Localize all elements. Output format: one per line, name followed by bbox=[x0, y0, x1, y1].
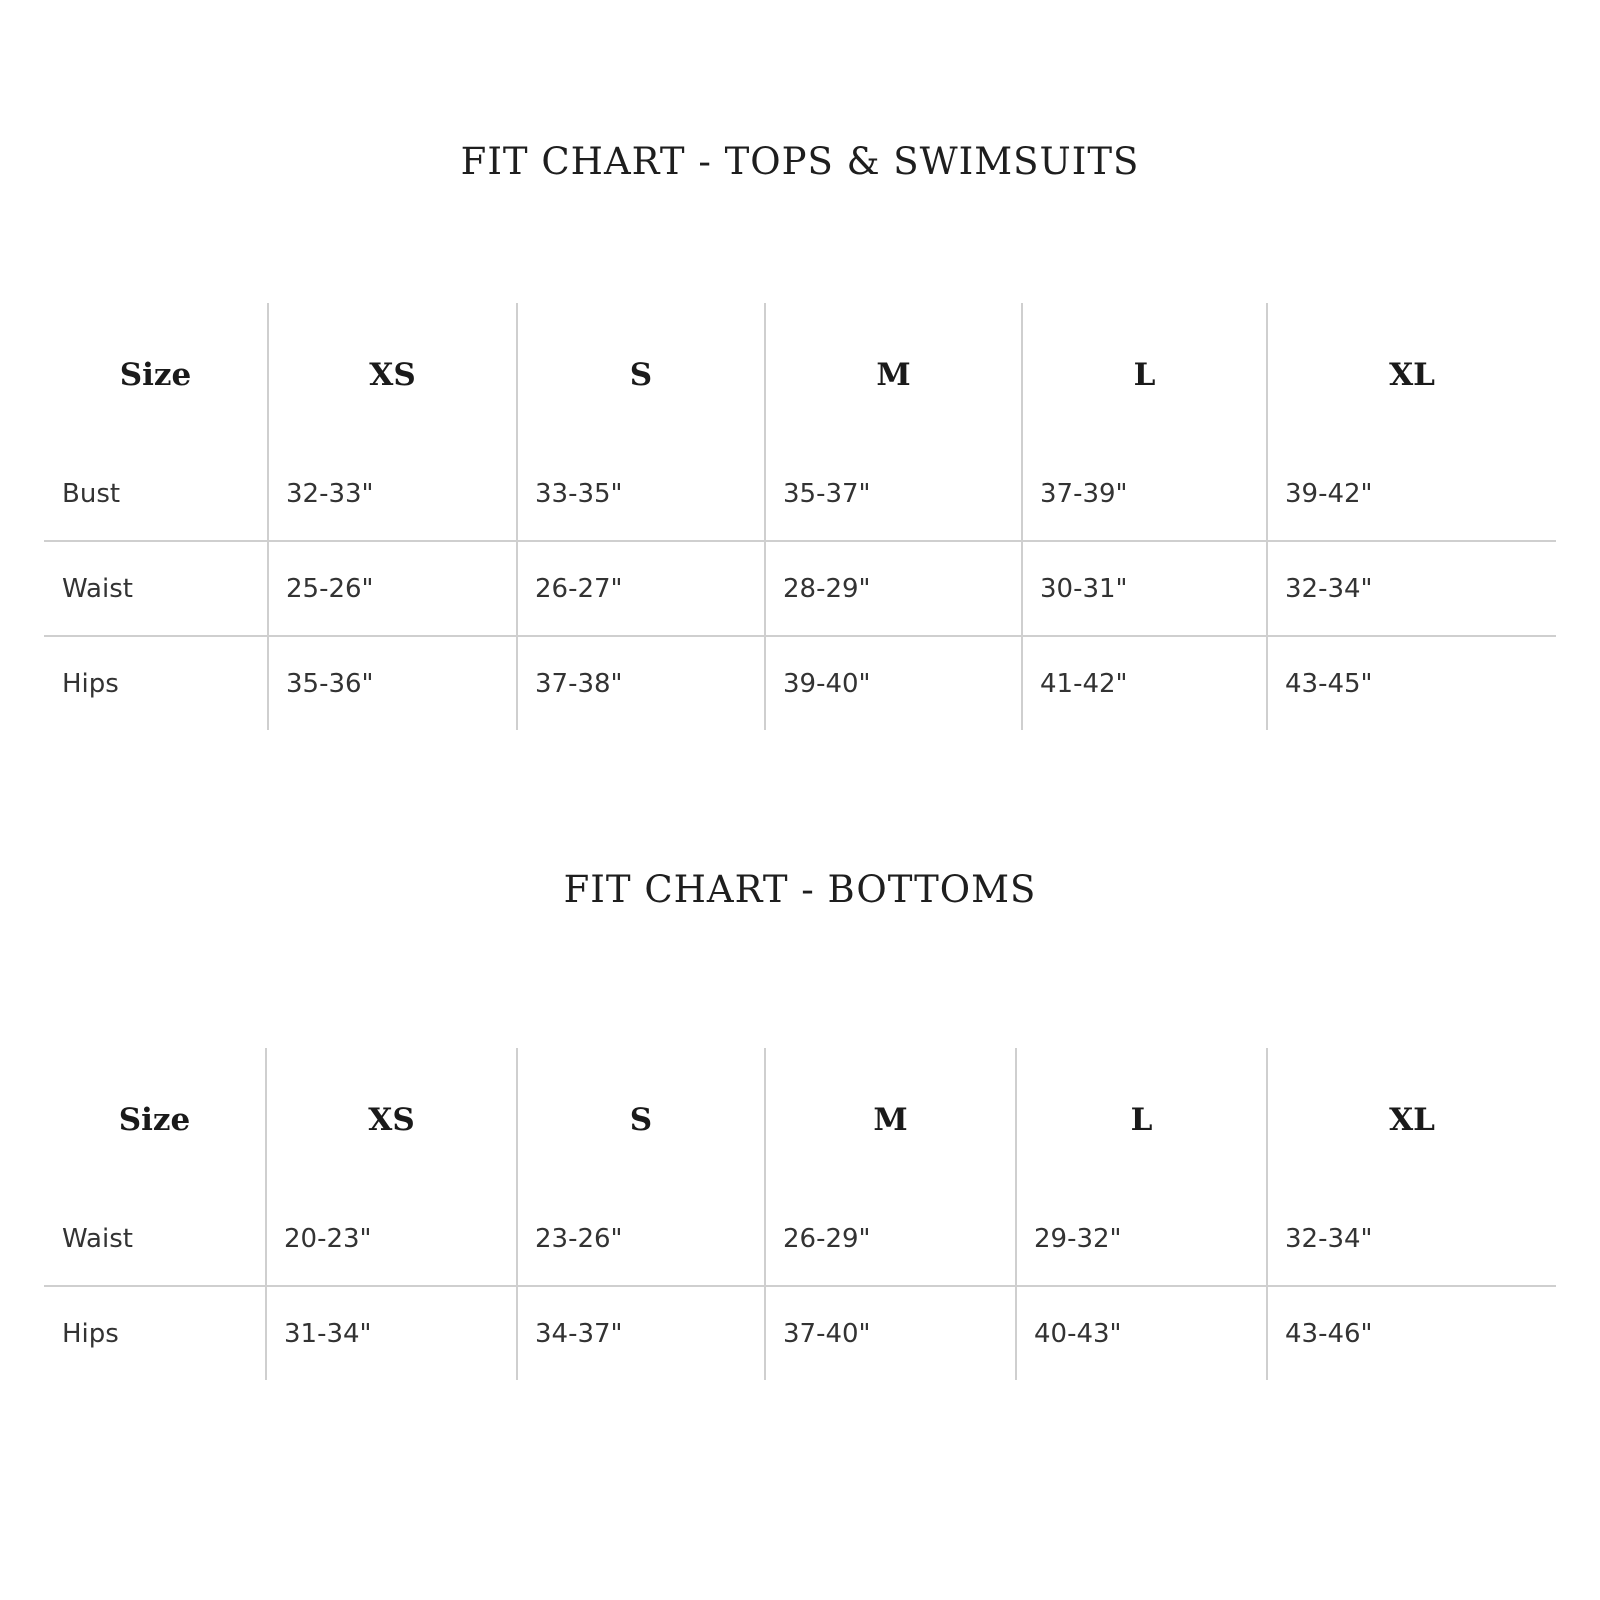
table-cell: 39-42" bbox=[1267, 447, 1556, 541]
size-l-header: L bbox=[1022, 303, 1267, 447]
tops-fit-chart-title: FIT CHART - TOPS & SWIMSUITS bbox=[460, 140, 1140, 183]
size-xl-header: XL bbox=[1267, 303, 1556, 447]
measurement-label: Waist bbox=[44, 541, 268, 636]
table-cell: 37-39" bbox=[1022, 447, 1267, 541]
table-row bbox=[44, 447, 1556, 541]
table-cell: 32-34" bbox=[1267, 1192, 1556, 1286]
table-cell: 28-29" bbox=[765, 541, 1022, 636]
size-column-header: Size bbox=[118, 1102, 191, 1138]
table-cell: 32-34" bbox=[1267, 541, 1556, 636]
table-cell: 41-42" bbox=[1022, 636, 1267, 730]
table-cell: 35-37" bbox=[765, 447, 1022, 541]
table-cell: 25-26" bbox=[268, 541, 517, 636]
table-cell: 37-38" bbox=[517, 636, 765, 730]
table-cell: 40-43" bbox=[1016, 1286, 1267, 1380]
size-column-header: Size bbox=[119, 357, 192, 393]
table-cell: 29-32" bbox=[1016, 1192, 1267, 1286]
size-m-header: M bbox=[765, 1048, 1016, 1192]
table-cell: 43-46" bbox=[1267, 1286, 1556, 1380]
size-l-header: L bbox=[1016, 1048, 1267, 1192]
table-header-row bbox=[44, 1048, 1556, 1192]
size-xs-header: XS bbox=[266, 1048, 517, 1192]
table-row bbox=[44, 636, 1556, 730]
size-s-header: S bbox=[517, 1048, 765, 1192]
table-row bbox=[44, 1286, 1556, 1380]
size-xs-header: XS bbox=[268, 303, 517, 447]
measurement-label: Waist bbox=[62, 1223, 133, 1254]
bottoms-fit-table bbox=[44, 1048, 1556, 1380]
size-m-header: M bbox=[765, 303, 1022, 447]
table-cell: 26-27" bbox=[517, 541, 765, 636]
table-cell: 30-31" bbox=[1022, 541, 1267, 636]
bottoms-fit-chart-title: FIT CHART - BOTTOMS bbox=[563, 868, 1037, 911]
table-cell: 37-40" bbox=[765, 1286, 1016, 1380]
table-cell: 35-36" bbox=[268, 636, 517, 730]
size-xl-header: XL bbox=[1267, 1048, 1556, 1192]
table-cell: 43-45" bbox=[1267, 636, 1556, 730]
table-cell: 34-37" bbox=[517, 1286, 765, 1380]
measurement-label: Bust bbox=[62, 478, 121, 509]
size-s-header: S bbox=[517, 303, 765, 447]
measurement-label: Hips bbox=[44, 636, 268, 730]
table-row bbox=[44, 541, 1556, 636]
table-cell: 39-40" bbox=[765, 636, 1022, 730]
measurement-label: Hips bbox=[44, 1286, 266, 1380]
table-cell: 26-29" bbox=[765, 1192, 1016, 1286]
tops-fit-table bbox=[44, 303, 1556, 730]
table-cell: 31-34" bbox=[266, 1286, 517, 1380]
table-cell: 20-23" bbox=[266, 1192, 517, 1286]
table-cell: 33-35" bbox=[517, 447, 765, 541]
table-cell: 32-33" bbox=[268, 447, 517, 541]
table-cell: 23-26" bbox=[517, 1192, 765, 1286]
table-row bbox=[44, 1192, 1556, 1286]
table-header-row bbox=[44, 303, 1556, 447]
